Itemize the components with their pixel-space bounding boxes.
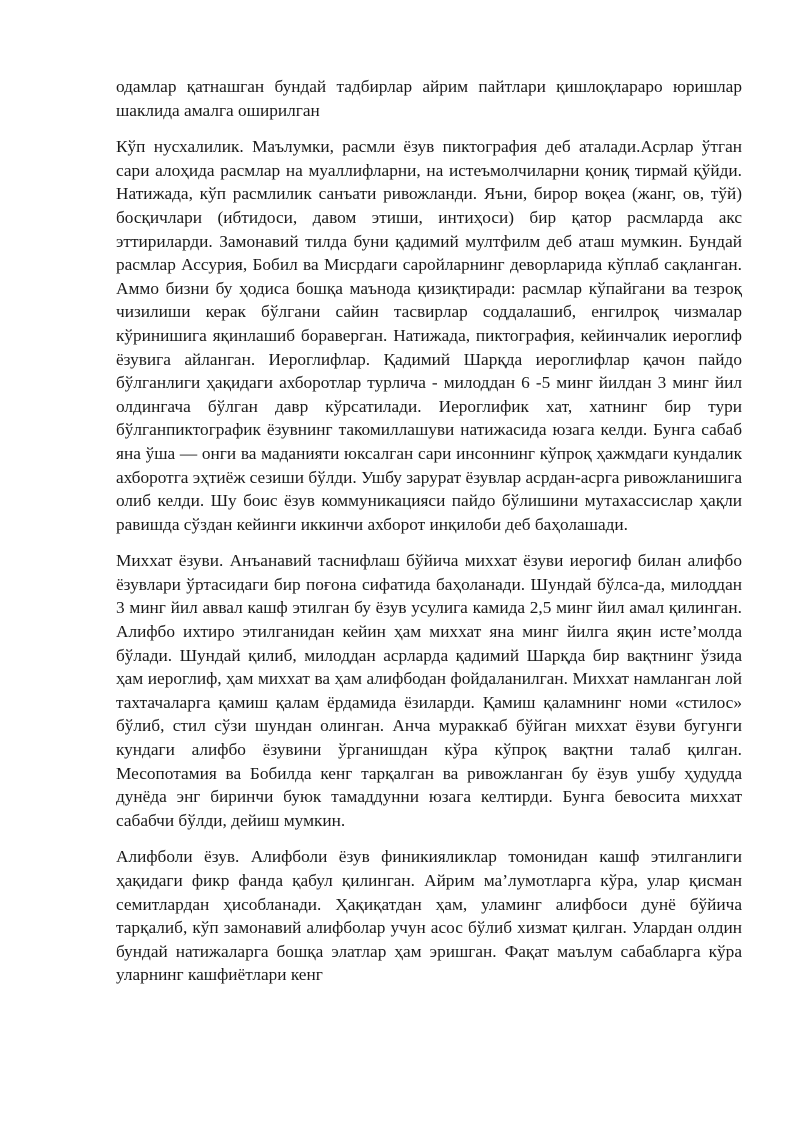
paragraph-multi-copy: Кўп нусхалилик. Маълумки, расмли ёзув пиктография деб аталади.Асрлар ўтган сари алоҳида расмлар на муаллифларни, на истеъмолчиларни қониқ тирмай қўйди. Натижада, кўп расмлилик санъати ривожланди. Яъни, бирор воқеа (жанг, ов, тўй) босқичлари (ибтидоси, давом этиши, интиҳоси) бир қатор расмларда акс эттириларди. Замонавий тилда буни қадимий мултфилм деб аташ мумкин. Бундай расмлар Ассурия, Бобил ва Мисрдаги саройларнинг деворларида кўплаб сақланган. Аммо бизни бу ҳодиса бошқа маънода қизиқтиради: расмлар кўпайгани ва тезроқ чизилиши керак бўлгани сайин тасвирлар соддалашиб, енгилроқ чизмалар кўринишига яқинлашиб бораверган. Натижада, пиктография, кейинчалик иероглиф ёзувига айланган. Иероглифлар. Қадимий Шарқда иероглифлар қачон пайдо бўлганлиги ҳақидаги ахборотлар турлича - милоддан 6 -5 минг йилдан 3 минг йил олдингача бўлган давр кўрсатилади. Иероглифик хат, хатнинг бир тури бўлганпиктографик ёзувнинг такомиллашуви натижасида юзага келди. Бунга сабаб яна ўша — онги ва маданияти юксалган сари инсоннинг кўпроқ ҳажмдаги кундалик ахборотга эҳтиёж сезиши бўлди. Ушбу зарурат ёзувлар асрдан-асрга ривожланишига олиб келди. Шу боис ёзув коммуникацияси пайдо бўлишини мутахассислар ҳақли равишда сўздан кейинги иккинчи ахборот инқилоби деб баҳолашади. xyxy=(116,137,742,534)
paragraph-intro-continuation: одамлар қатнашган бундай тадбирлар айрим пайтлари қишлоқлараро юришлар шаклида амалга оширилган xyxy=(116,77,742,120)
paragraph-alphabet: Алифболи ёзув. Алифболи ёзув финикияликлар томонидан кашф этилганлиги ҳақидаги фикр фанда қабул қилинган. Айрим ма’лумотларга кўра, улар қисман семитлардан ҳисобланади. Ҳақиқатдан ҳам, уламинг алифбоси дунё бўйича тарқалиб, кўп замонавий алифболар учун асос бўлиб хизмат қилган. Улардан олдин бундай натижаларга бошқа элатлар ҳам эришган. Фақат маълум сабабларга кўра уларнинг кашфиётлари кенг xyxy=(116,847,742,985)
paragraph-cuneiform: Миххат ёзуви. Анъанавий таснифлаш бўйича миххат ёзуви иерогиф билан алифбо ёзувлари ўртасидаги бир поғона сифатида баҳоланади. Шундай бўлса-да, милоддан 3 минг йил аввал кашф этилган бу ёзув усулига камида 2,5 минг йил амал қилинган. Алифбо ихтиро этилганидан кейин ҳам миххат яна минг йилга яқин исте’молда бўлади. Шундай қилиб, милоддан асрларда қадимий Шарқда бир вақтнинг ўзида ҳам иероглиф, ҳам миххат ва ҳам алифбодан фойдаланилган. Миххат намланган лой тахтачаларга қамиш қалам ёрдамида ёзиларди. Қамиш қаламнинг номи «стилос» бўлиб, стил сўзи шундан олинган. Анча мураккаб бўйган миххат ёзуви бугунги кундаги алифбо ёзувини ўрганишдан кўра кўпроқ вақтни талаб қилган. Месопотамия ва Бобилда кенг тарқалган ва ривожланган бу ёзув ушбу ҳудудда дунёда энг биринчи буюк тамаддунни юзага келтирди. Бунга бевосита миххат сабабчи бўлди, дейиш мумкин. xyxy=(116,551,742,830)
document-page xyxy=(116,75,742,1000)
